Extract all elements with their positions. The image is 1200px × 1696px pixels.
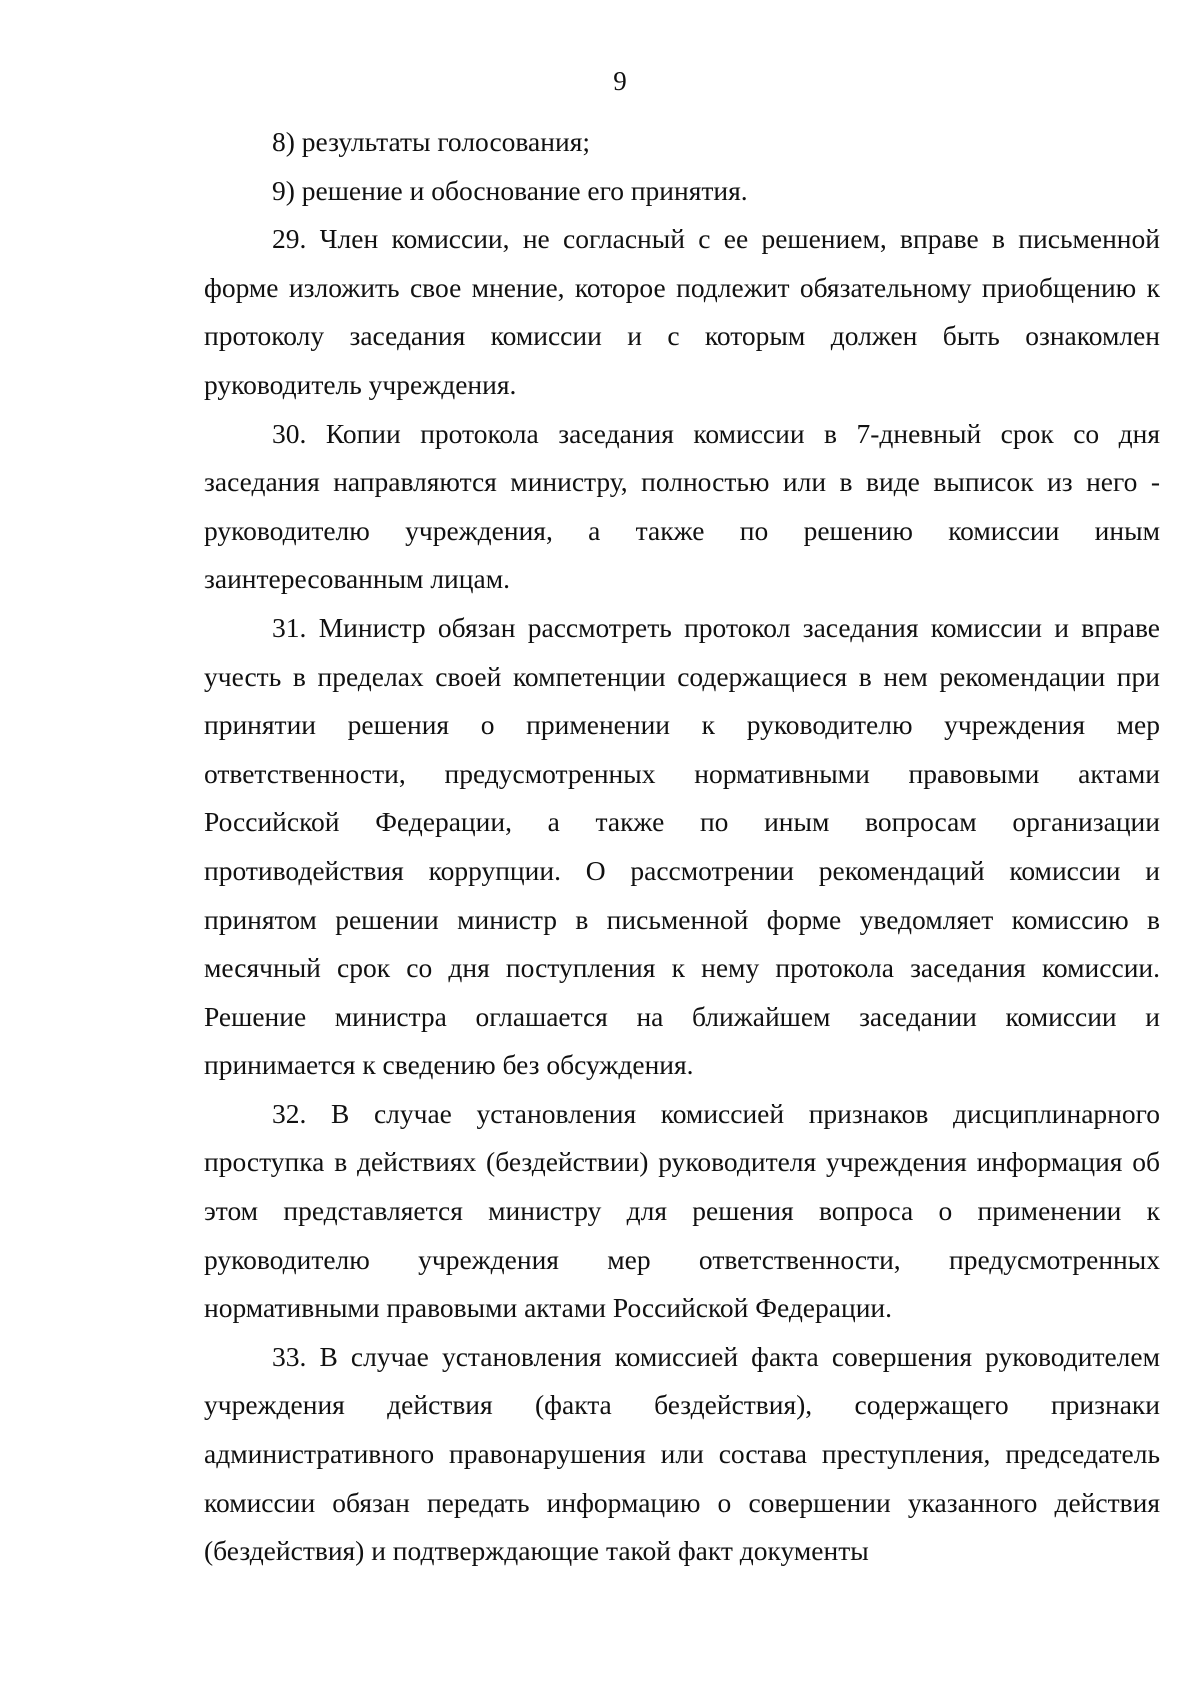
paragraph-30: 30. Копии протокола заседания комиссии в 7-дневный срок со дня заседания направляются министру, полностью или в виде выписок из него - руководителю учреждения, а также по решению комиссии иным заинтересованным лицам. — [204, 417, 1160, 595]
list-item-9: 9) решение и обоснование его принятия. — [272, 174, 748, 206]
paragraph-33: 33. В случае установления комиссией факта совершения руководителем учреждения действия (факта бездействия), содержащего признаки административного правонарушения или состава преступления, председатель комиссии обязан передать информацию о совершении указанного действия (бездействия) и подтверждающие такой факт документы — [204, 1340, 1160, 1567]
paragraph-29: 29. Член комиссии, не согласный с ее решением, вправе в письменной форме изложить свое мнение, которое подлежит обязательному приобщению к протоколу заседания комиссии и с которым должен быть ознакомлен руководитель учреждения. — [204, 223, 1160, 400]
list-item-8: 8) результаты голосования; — [272, 126, 590, 157]
document-body — [204, 118, 1160, 1576]
page-number: 9 — [613, 66, 627, 96]
paragraph-32: 32. В случае установления комиссией признаков дисциплинарного проступка в действиях (бездействии) руководителя учреждения информация об этом представляется министру для решения вопроса о применении к руководителю учреждения мер ответственности, предусмотренных нормативными правовыми актами Российской Федерации. — [204, 1097, 1160, 1324]
paragraph-31: 31. Министр обязан рассмотреть протокол заседания комиссии и вправе учесть в пределах своей компетенции содержащиеся в нем рекомендации при принятии решения о применении к руководителю учреждения мер ответственности, предусмотренных нормативными правовыми актами Российской Федерации, а также по иным вопросам организации противодействия коррупции. О рассмотрении рекомендаций комиссии и принятом решении министр в письменной форме уведомляет комиссию в месячный срок со дня поступления к нему протокола заседания комиссии. Решение министра оглашается на ближайшем заседании комиссии и принимается к сведению без обсуждения. — [204, 611, 1160, 1081]
